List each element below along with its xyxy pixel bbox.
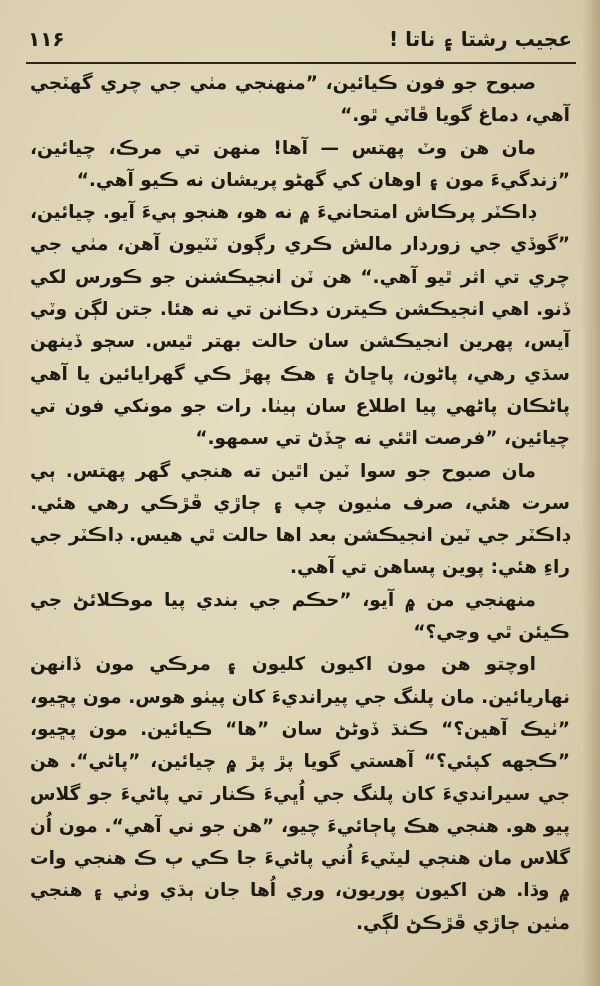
running-title: عجيب رشتا ۽ ناتا ! (389, 27, 572, 51)
paragraph-2: مان هن وٽ پهتس — آها! منهن تي مرڪ، چيائين، ”زندگيءَ مون ۽ اوهان کي گهڻو پريشان نه ڪيو آهي.“ (30, 137, 570, 191)
paragraph-3: ڊاڪٽر پرڪاش امتحانيءَ ۾ نه هو، هنجو ٻيءَ آيو. چيائين، ”گوڏي جي زوردار مالش ڪري رڳون ٽٽيون آهن، مٺي جي چري تي اثر ٿيو آهي.“ هن ٽن انجيڪشنن جو ڪورس لکي ڏنو. اهي انجيڪشن ڪيترن دڪانن تي نه هئا. جتن لڳن وٽي آيس، پهرين انجيڪشن سان حالت بهتر ٿيس. سڄو ڏينهن سڌي رهي، پاڻون، پاڇاڻ ۽ هڪ پهڙ ڪي گهرايائين يا آهي پاڻڪان پاڻهي پيا اطلاع سان ٻيٺا. رات جو مونکي فون تي چيائين، ”فرصت اٿئي نه ڇڏڻ تي سمهو.“ (30, 202, 570, 450)
page-number: ۱۱۶ (28, 27, 65, 51)
page-edge-shadow (582, 0, 600, 986)
body-text (30, 68, 570, 940)
paragraph-1: صبوح جو فون ڪيائين، ”منهنجي مٺي جي چري گهٽجي آهي، دماغ گويا ڦاٽي ٿو.“ (30, 73, 570, 127)
paragraph-6: اوچتو هن مون اکيون کليون ۽ مرڪي مون ڏانهن نهاريائين. مان پلنگ جي پيرانديءَ کان پيٺو هوس. مون پڇيو، ”ٺيڪ آهين؟“ ڪنڌ ڏوڻڻ سان ”ها“ ڪيائين. مون پڇيو، ”ڪجهه کپئي؟“ آهستي گويا پڙ پڙ ۾ چيائين، ”پاڻي“. هن جي سيرانديءَ کان پلنگ جي اُڀيءَ ڪنار تي پاڻيءَ جو گلاس پيو هو. هنجي هڪ پاڄائيءَ چيو، ”هن جو ني آهي“. مون اُن گلاس مان هنجي ليٽيءَ اُني پاڻيءَ جا ڪي ٻ ڪ هنجي وات ۾ وڌا. هن اکيون پوريون، وري اُها جان ٻڌي وٺي ۽ هنجي مٺين ڄاڙي ڦڙڪڻ لڳي. (30, 654, 570, 934)
header-rule (26, 62, 576, 64)
page-header (28, 22, 572, 56)
paragraph-5: منهنجي من ۾ آيو، ”حڪم جي بندي پيا موڪلائڻ جي ڪيئن ٿي وڃي؟“ (30, 589, 570, 644)
paragraph-4: مان صبوح جو سوا ٽين اٿين ته هنجي گهر پهتس. ٻي سرت هئي، صرف مٺيون چپ ۽ ڄاڙي ڦڙڪي رهي هئي. ڊاڪٽر جي ٽين انجيڪشن بعد اها حالت ٿي هيس. ڊاڪٽر جي راءِ هئي: پوين پساهن تي آهي. (30, 460, 570, 579)
